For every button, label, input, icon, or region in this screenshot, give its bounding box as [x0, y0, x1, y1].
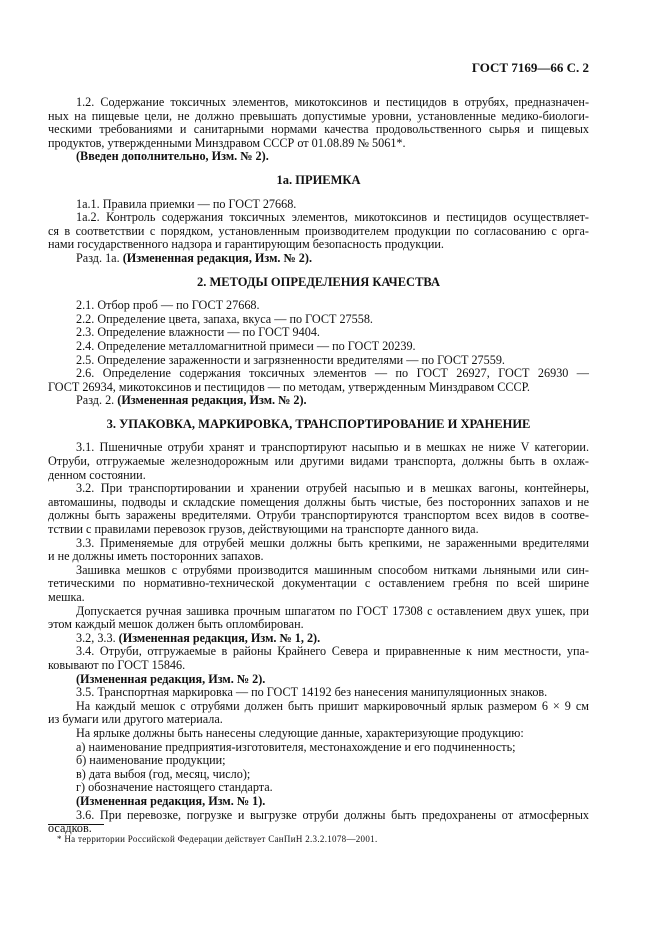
- paragraph: [48, 781, 589, 795]
- text-line: г) обозначение настоящего стандарта.: [76, 780, 273, 795]
- revision-text: (Измененная редакция, Изм. № 2).: [122, 250, 313, 265]
- paragraph: [48, 605, 589, 632]
- text-line: 3.2. При транспортировании и хранении отрубей насыпью и в мешках вагоны, контейнеры,: [76, 481, 589, 496]
- text-line: нами государственного надзора и гарантирующим безопасность продукции.: [48, 237, 444, 252]
- paragraph: [48, 367, 589, 394]
- revision-note: [48, 673, 589, 687]
- revision-note: [48, 150, 589, 164]
- paragraph: [48, 354, 589, 368]
- paragraph: [48, 537, 589, 564]
- text-line: На ярлыке должны быть нанесены следующие данные, характеризующие продукцию:: [76, 725, 524, 740]
- paragraph: [48, 482, 589, 536]
- text-line: ных на пищевые цели, не должно превышать допустимые уровни, установленные медико-биологи-: [48, 108, 589, 123]
- text-line: этом каждый мешок должен быть опломбирован.: [48, 617, 304, 632]
- text-line: (Измененная редакция, Изм. № 2).: [76, 671, 266, 686]
- paragraph: [48, 645, 589, 672]
- text-line: ся в соответствии с порядком, установленным производителем продукции по согласованию с орга-: [48, 223, 589, 238]
- text-line: 3.4. Отруби, отгружаемые в районы Крайнего Севера и приравненные к ним местности, упа-: [76, 644, 589, 659]
- text-line: ческими требованиями и санитарными нормами качества продовольственного сырья и пищевых: [48, 122, 589, 137]
- footnote: * На территории Российской Федерации действует СанПиН 2.3.2.1078—2001.: [57, 834, 378, 844]
- text-line: 3.3. Применяемые для отрубей мешки должны быть крепкими, не зараженными вредителями: [76, 535, 589, 550]
- paragraph: [48, 564, 589, 605]
- text-line: из бумаги или другого материала.: [48, 712, 223, 727]
- text-line: 2.6. Определение содержания токсичных элементов — по ГОСТ 26927, ГОСТ 26930 —: [76, 366, 589, 381]
- paragraph: [48, 299, 589, 313]
- paragraph: [48, 96, 589, 150]
- text-line: б) наименование продукции;: [76, 753, 226, 768]
- text-line: ковывают по ГОСТ 15846.: [48, 657, 186, 672]
- text-line: и не должны иметь посторонних запахов.: [48, 549, 264, 564]
- document-body: [48, 96, 589, 836]
- paragraph: [48, 768, 589, 782]
- revision-note: [48, 394, 589, 408]
- text-line: осадков.: [48, 821, 92, 836]
- revision-note: [48, 795, 589, 809]
- paragraph: [48, 700, 589, 727]
- revision-note: [48, 632, 589, 646]
- text-line: 1.2. Содержание токсичных элементов, микотоксинов и пестицидов в отрубях, предназначен-: [76, 95, 589, 109]
- paragraph: [48, 441, 589, 482]
- text-line: 2.1. Отбор проб — по ГОСТ 27668.: [76, 298, 260, 313]
- paragraph: [48, 754, 589, 768]
- paragraph: [48, 727, 589, 741]
- text-line: продуктов, утвержденными Минздравом СССР от 01.08.89 № 5061*.: [48, 135, 406, 150]
- paragraph: [48, 211, 589, 252]
- text-line: 3.1. Пшеничные отруби хранят и транспортируют насыпью и в мешках не ниже V категории.: [76, 440, 589, 455]
- text-line: (Измененная редакция, Изм. № 1).: [76, 793, 266, 808]
- text-line: 3.6. При перевозке, погрузке и выгрузке отруби должны быть предохранены от атмосферных: [76, 807, 589, 822]
- revision-prefix: 3.2, 3.3.: [76, 630, 119, 645]
- footnote-divider: [48, 824, 104, 825]
- revision-text: (Измененная редакция, Изм. № 1, 2).: [118, 630, 321, 645]
- text-line: 2.3. Определение влажности — по ГОСТ 9404.: [76, 325, 320, 340]
- text-line: 2.4. Определение металломагнитной примеси — по ГОСТ 20239.: [76, 338, 416, 353]
- text-line: в) дата выбоя (год, месяц, число);: [76, 766, 251, 781]
- text-line: 1а.2. Контроль содержания токсичных элементов, микотоксинов и пестицидов осуществляет-: [76, 210, 589, 225]
- text-line: тствии с правилами перевозок грузов, действующими на транспорте данного вида.: [48, 522, 479, 537]
- section-heading: 1а. ПРИЕМКА: [276, 172, 361, 187]
- text-line: Допускается ручная зашивка прочным шпагатом по ГОСТ 17308 с оставлением двух ушек, при: [76, 603, 589, 618]
- text-line: 2.2. Определение цвета, запаха, вкуса — по ГОСТ 27558.: [76, 311, 373, 326]
- text-line: тетическими по нормативно-технической документации с оставлением гребня по всей ширине: [48, 576, 589, 591]
- text-line: ГОСТ 26934, микотоксинов и пестицидов — по методам, утвержденным Минздравом СССР.: [48, 379, 530, 394]
- text-line: 3.5. Транспортная маркировка — по ГОСТ 14192 без нанесения манипуляционных знаков.: [76, 685, 548, 700]
- text-line: На каждый мешок с отрубями должен быть пришит маркировочный ярлык размером 6 × 9 см: [76, 698, 589, 713]
- text-line: денном состоянии.: [48, 467, 146, 482]
- paragraph: [48, 741, 589, 755]
- paragraph: [48, 340, 589, 354]
- paragraph: [48, 313, 589, 327]
- revision-text: (Измененная редакция, Изм. № 2).: [117, 393, 307, 408]
- text-line: мешка.: [48, 590, 85, 604]
- text-line: (Введен дополнительно, Изм. № 2).: [76, 149, 269, 164]
- section-heading: 3. УПАКОВКА, МАРКИРОВКА, ТРАНСПОРТИРОВАНИЕ И ХРАНЕНИЕ: [106, 416, 531, 431]
- paragraph: [48, 326, 589, 340]
- page-header: ГОСТ 7169—66 С. 2: [471, 60, 589, 75]
- revision-note: [48, 252, 589, 266]
- text-line: автомашины, подводы и складские помещения должны быть чистые, без посторонних запахов и не: [48, 494, 589, 509]
- text-line: 2.5. Определение зараженности и загрязненности вредителями — по ГОСТ 27559.: [76, 352, 505, 367]
- text-line: должны быть заражены вредителями. Отруби транспортируются транспортом всех видов в соотве-: [48, 508, 589, 523]
- paragraph: [48, 686, 589, 700]
- revision-prefix: Разд. 2.: [76, 393, 118, 408]
- text-line: а) наименование предприятия-изготовителя, местонахождение и его подчиненность;: [76, 739, 516, 754]
- revision-prefix: Разд. 1а.: [76, 250, 123, 265]
- paragraph: [48, 198, 589, 212]
- text-line: 1а.1. Правила приемки — по ГОСТ 27668.: [76, 196, 297, 211]
- paragraph: [48, 809, 589, 836]
- text-line: Зашивка мешков с отрубями производится машинным способом нитками льняными или син-: [76, 562, 589, 577]
- text-line: Отруби, отгружаемые железнодорожным или другими видами транспорта, должны быть в охлаж-: [48, 454, 589, 469]
- section-heading: 2. МЕТОДЫ ОПРЕДЕЛЕНИЯ КАЧЕСТВА: [197, 274, 440, 289]
